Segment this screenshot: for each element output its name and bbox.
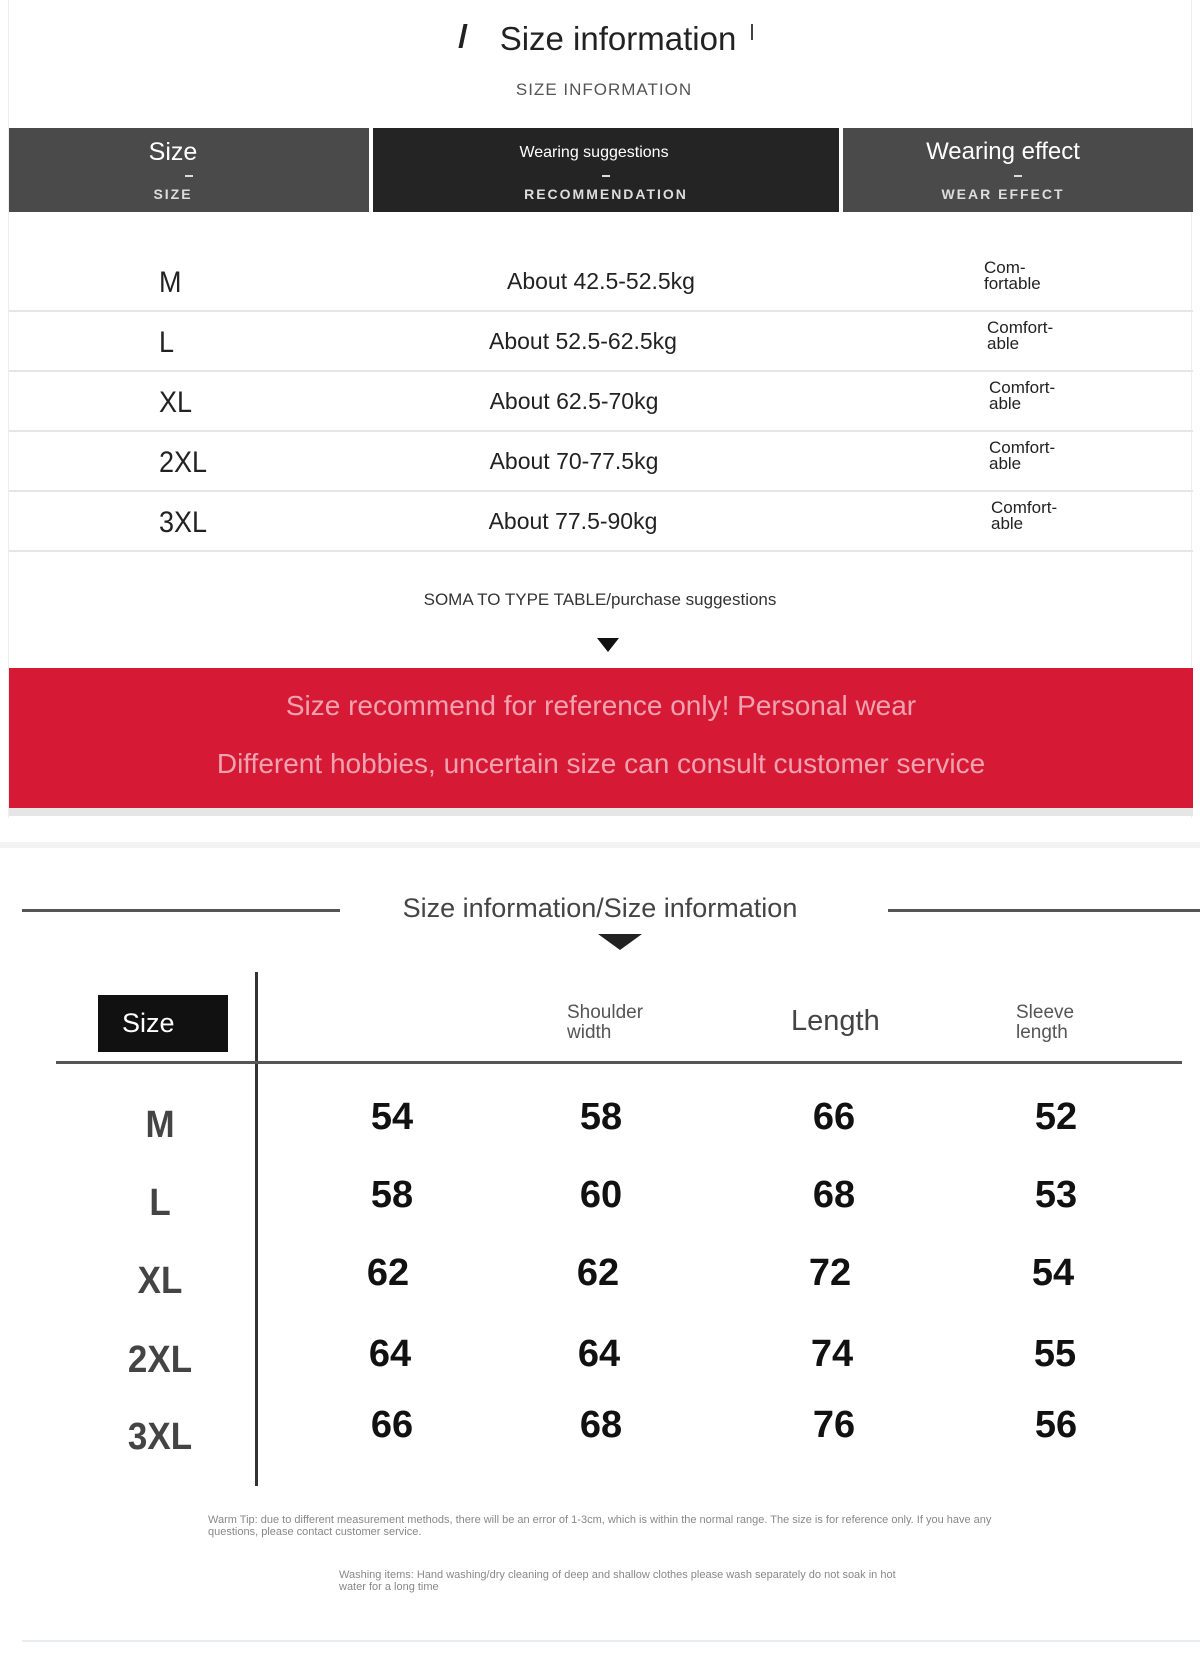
washing-note: Washing items: Hand washing/dry cleaning of deep and shallow clothes please wash separately do not soak in hot water for a long time [339, 1569, 896, 1593]
cell-value: 54 [1031, 1252, 1075, 1294]
table-row [0, 1333, 1200, 1393]
cell-value: 66 [812, 1096, 856, 1138]
table-row [0, 1096, 1200, 1156]
header-suggestions-sub: RECOMMENDATION [524, 186, 688, 202]
page-title: Size information [499, 20, 737, 57]
cell-value: 62 [366, 1252, 410, 1294]
cell-value: 60 [579, 1174, 623, 1216]
row-weight-range: About 52.5-62.5kg [489, 328, 677, 354]
cell-value: 72 [808, 1252, 852, 1294]
header-effect-label: Wearing effect [926, 138, 1080, 165]
header-dash [185, 175, 193, 177]
banner-shadow [9, 808, 1193, 816]
row-size: L [149, 1182, 171, 1224]
header-dash [1014, 175, 1022, 177]
table-row [9, 372, 1193, 432]
banner-line-2: Different hobbies, uncertain size can consult customer service [216, 748, 986, 779]
header-effect [843, 128, 1193, 212]
cell-value: 66 [370, 1404, 414, 1446]
table-row [0, 1174, 1200, 1234]
row-weight-range: About 42.5-52.5kg [507, 268, 695, 294]
table-row [9, 312, 1193, 372]
header-effect-sub: WEAR EFFECT [941, 186, 1065, 202]
row-effect: Comfort- able [987, 318, 1054, 353]
page-subtitle: SIZE INFORMATION [515, 80, 693, 99]
cell-value: 58 [370, 1174, 414, 1216]
cell-value: 58 [579, 1096, 623, 1138]
header-size-sub: SIZE [153, 186, 193, 202]
header-size [9, 128, 369, 212]
header-suggestions-label: Wearing suggestions [519, 144, 669, 161]
cell-value: 68 [579, 1404, 623, 1446]
row-size: M [145, 1104, 175, 1146]
notice-banner [9, 668, 1193, 808]
row-weight-range: About 77.5-90kg [488, 508, 658, 534]
recommendation-header [9, 128, 1193, 212]
down-triangle-icon [597, 638, 619, 652]
row-effect: Comfort- able [989, 438, 1056, 473]
cell-value: 76 [812, 1404, 856, 1446]
row-size: 2XL [159, 446, 208, 479]
table-row [0, 1252, 1200, 1312]
row-size: M [159, 266, 182, 299]
horizontal-divider [56, 1061, 1182, 1064]
banner-line-1: Size recommend for reference only! Personal wear [285, 690, 917, 721]
row-size: 3XL [127, 1416, 193, 1458]
purchase-note: SOMA TO TYPE TABLE/purchase suggestions [423, 590, 777, 609]
cell-value: 53 [1034, 1174, 1078, 1216]
row-size: 2XL [127, 1339, 193, 1381]
header-suggestions [373, 128, 839, 212]
bottom-edge [22, 1640, 1200, 1642]
size-column-header: Size [98, 995, 228, 1052]
cell-value: 55 [1033, 1333, 1077, 1375]
header-size-label: Size [148, 138, 198, 166]
size-recommendation-panel [8, 0, 1192, 818]
row-size: XL [137, 1260, 183, 1302]
table-row [9, 432, 1193, 492]
cell-value: 54 [370, 1096, 414, 1138]
column-header-sleeve: Sleeve length [1016, 1002, 1075, 1043]
table-row [9, 492, 1193, 552]
column-header-blank [360, 1008, 420, 1032]
row-size: XL [159, 386, 193, 419]
row-size: L [159, 326, 175, 359]
row-weight-range: About 62.5-70kg [489, 388, 659, 414]
row-effect: Comfort- able [989, 378, 1056, 413]
measurement-title: Size information/Size information [402, 893, 798, 923]
column-header-shoulder: Shoulder width [567, 1002, 644, 1043]
cell-value: 64 [368, 1333, 412, 1375]
cell-value: 74 [810, 1333, 854, 1375]
cell-value: 62 [576, 1252, 620, 1294]
column-header-length: Length [791, 1005, 880, 1037]
cell-value: 52 [1034, 1096, 1078, 1138]
row-weight-range: About 70-77.5kg [489, 448, 659, 474]
down-triangle-icon [598, 934, 642, 950]
table-row [9, 252, 1193, 312]
table-row [0, 1404, 1200, 1464]
cell-value: 56 [1034, 1404, 1078, 1446]
cell-value: 68 [812, 1174, 856, 1216]
row-size: 3XL [159, 506, 208, 539]
row-effect: Comfort- able [991, 498, 1058, 533]
row-effect: Com- fortable [984, 258, 1041, 293]
header-dash [602, 175, 610, 177]
warm-tip-note: Warm Tip: due to different measurement methods, there will be an error of 1-3cm, which is within the normal range. The size is for reference only. If you have any questions, please contact customer service. [208, 1514, 992, 1538]
title-tick-decoration [751, 24, 753, 40]
cell-value: 64 [577, 1333, 621, 1375]
